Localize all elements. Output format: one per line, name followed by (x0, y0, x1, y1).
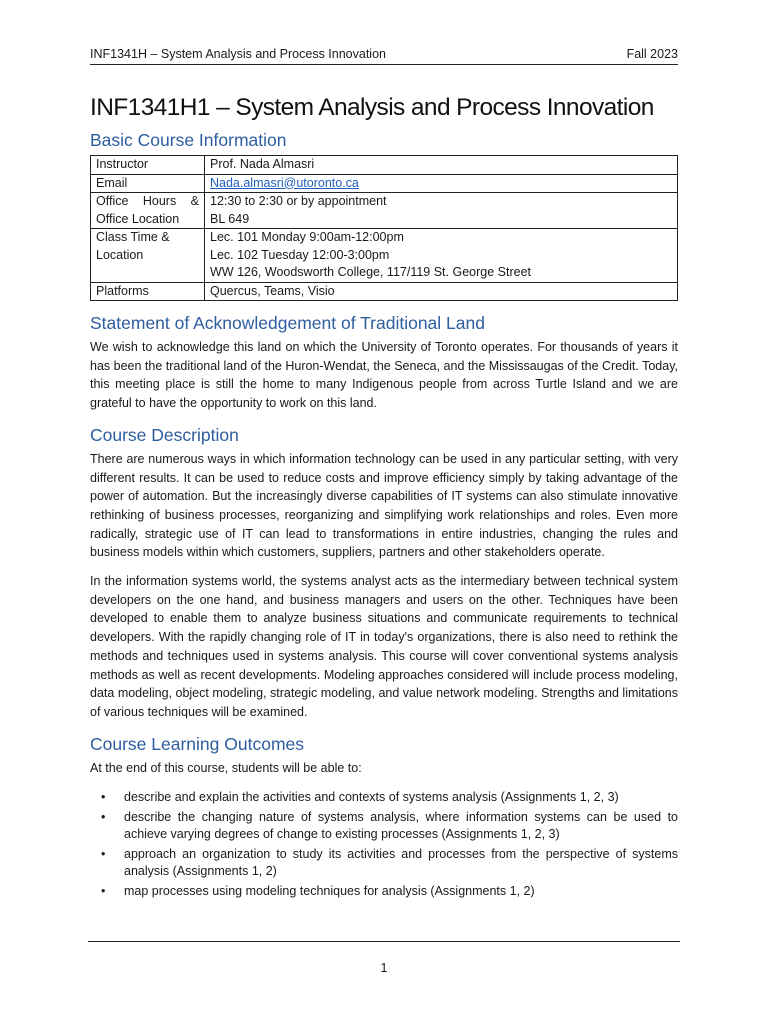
list-item (90, 883, 678, 901)
basic-info-heading: Basic Course Information (90, 130, 287, 150)
learning-outcomes-heading: Course Learning Outcomes (90, 733, 304, 754)
outcome-text: describe and explain the activities and contexts of systems analysis (Assignments 1, 2, 3) (124, 790, 619, 805)
table-row (91, 282, 678, 301)
outcome-text: describe the changing nature of systems analysis, where information systems can be used to achieve varying degrees of change to existing processes (Assignments 1, 2, 3) (124, 809, 678, 842)
row-value (205, 229, 678, 283)
class-location: WW 126, Woodsworth College, 117/119 St. George Street (210, 265, 531, 279)
row-label: Email (91, 174, 205, 193)
outcome-text: map processes using modeling techniques for analysis (Assignments 1, 2) (124, 883, 535, 898)
instructor-name: Prof. Nada Almasri (210, 157, 315, 171)
row-label: Office Hours & Office Location (91, 193, 205, 229)
table-row (91, 229, 678, 283)
header-course-title: INF1341H – System Analysis and Process Innovation (90, 47, 386, 61)
row-label: Platforms (91, 282, 205, 301)
table-row (91, 193, 678, 229)
row-value (205, 193, 678, 229)
outcomes-list (90, 789, 678, 900)
platforms-value: Quercus, Teams, Visio (210, 283, 335, 298)
row-label: Class Time & Location (91, 229, 205, 283)
bullet-icon: • (101, 790, 106, 805)
row-value (205, 282, 678, 301)
lecture-101: Lec. 101 Monday 9:00am-12:00pm (210, 230, 404, 244)
list-item (90, 789, 678, 807)
land-ack-text: We wish to acknowledge this land on which the University of Toronto operates. For thousands of years it has been the traditional land of the Huron-Wendat, the Seneca, and the Mississaugas of the Credit. Today, this meeting place is still the home to many Indigenous people from across Turtle Island and we are grateful to have the opportunity to work on this land. (90, 340, 678, 411)
running-header (90, 47, 678, 65)
lecture-102: Lec. 102 Tuesday 12:00-3:00pm (210, 247, 390, 262)
table-row (91, 156, 678, 175)
office-hours: 12:30 to 2:30 or by appointment (210, 194, 387, 208)
email-link[interactable]: Nada.almasri@utoronto.ca (210, 175, 359, 190)
course-description-heading: Course Description (90, 424, 239, 445)
bullet-icon: • (101, 883, 106, 898)
page-number: 1 (380, 961, 388, 975)
bullet-icon: • (101, 846, 106, 861)
footer-divider (88, 941, 680, 942)
header-term: Fall 2023 (626, 47, 678, 61)
table-row (91, 174, 678, 193)
description-paragraph: There are numerous ways in which information technology can be used in any particular setting, with very different results. It can be used to reduce costs and improve efficiency simply by taking advantage of the power of automation. But the increasingly diverse capabilities of IT systems can also stimulate innovative rethinking of business processes, reorganizing and simplifying work relationships and roles. Even more radically, strategic use of IT can lead to transformations in entire industries, changing the rules and business models within which customers, suppliers, partners and other stakeholders operate. (90, 451, 678, 560)
outcome-text: approach an organization to study its activities and processes from the perspective of systems analysis (Assignments 1, 2) (124, 846, 678, 879)
outcomes-intro: At the end of this course, students will be able to: (90, 760, 362, 775)
land-ack-heading: Statement of Acknowledgement of Traditional Land (90, 313, 485, 333)
document-title: INF1341H1 – System Analysis and Process Innovation (90, 94, 654, 121)
row-value (205, 174, 678, 193)
row-value (205, 156, 678, 175)
description-paragraph: In the information systems world, the systems analyst acts as the intermediary between technical system developers on the one hand, and business managers and users on the other. Techniques have been developed to enable them to analyze business situations and communicate requirements to technical developers. With the rapidly changing role of IT in today's organizations, there is also need to rethink the methods and techniques used in systems analysis. This course will cover conventional systems analysis methods as well as recent developments. Modeling approaches considered will include process modeling, data modeling, object modeling, strategic modeling, and value network modeling. Strengths and limitations of various techniques will be examined. (90, 574, 678, 719)
list-item (90, 846, 678, 881)
row-label: Instructor (91, 156, 205, 175)
bullet-icon: • (101, 809, 106, 824)
document-body (90, 94, 678, 902)
office-location: BL 649 (210, 211, 250, 226)
course-info-table (90, 155, 678, 301)
list-item (90, 809, 678, 844)
